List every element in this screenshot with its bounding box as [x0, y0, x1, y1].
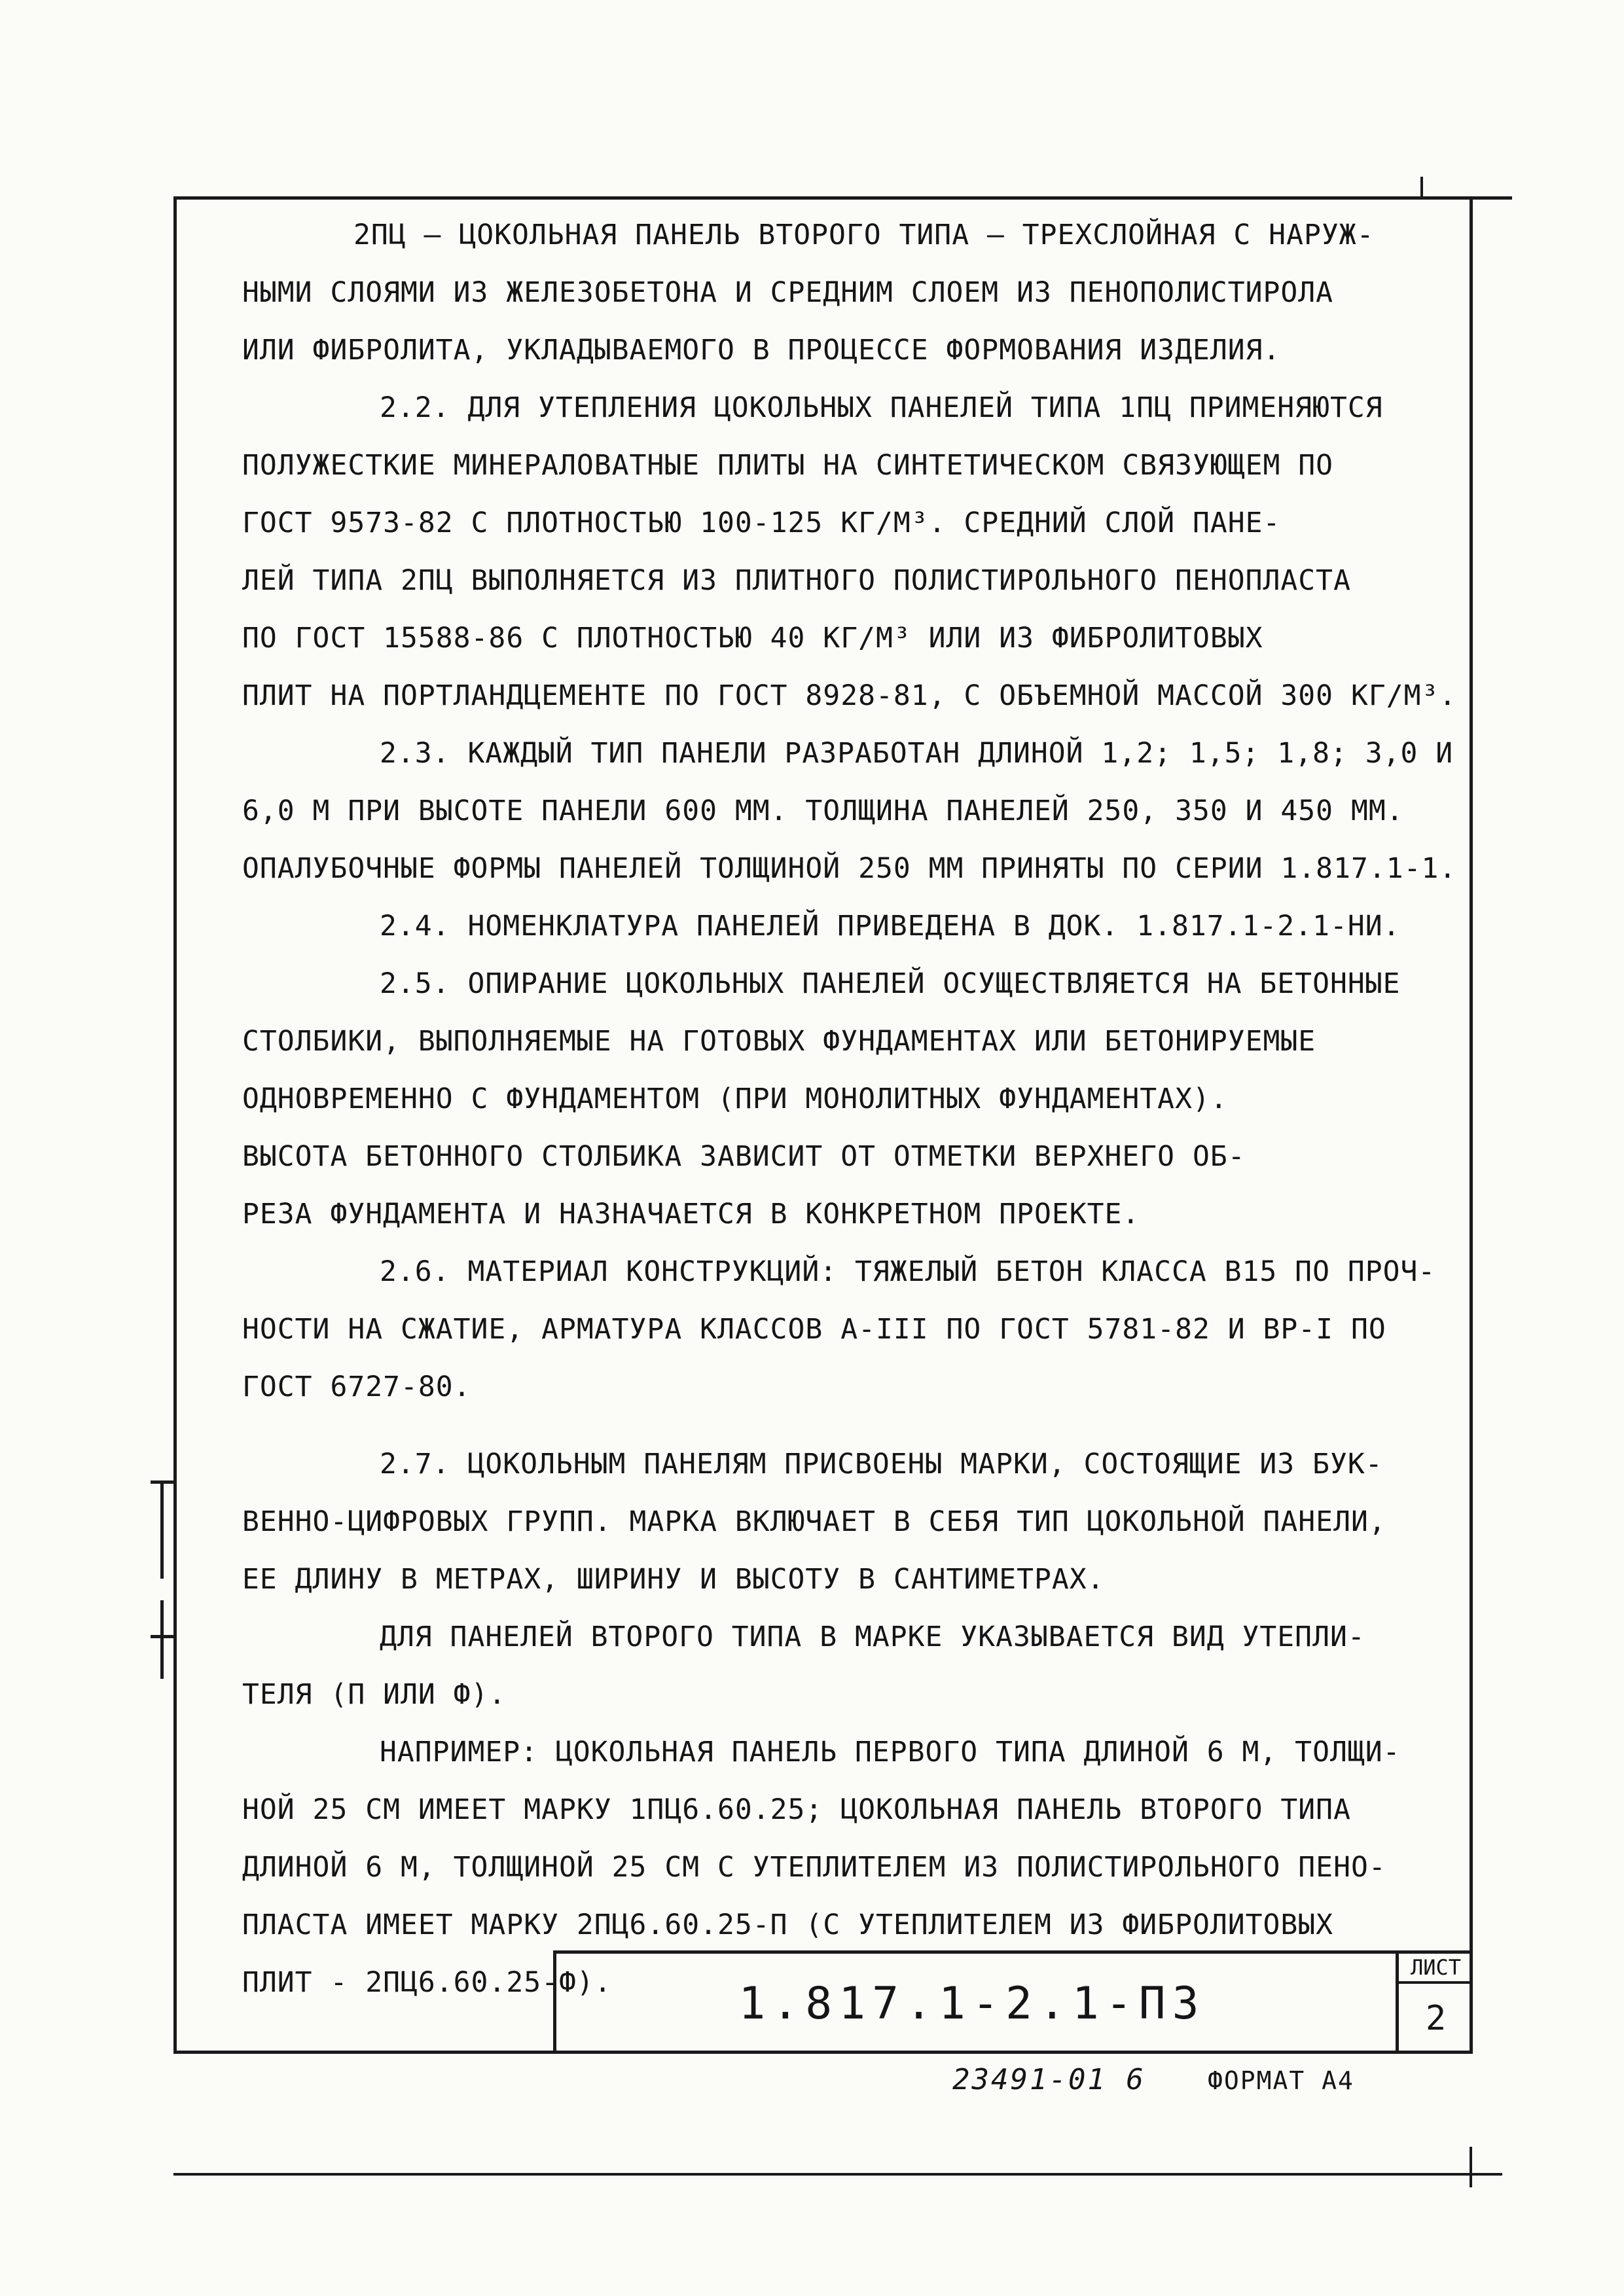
trim-line — [173, 2173, 1502, 2176]
text-line: ПЛИТ НА ПОРТЛАНДЦЕМЕНТЕ ПО ГОСТ 8928-81, С ОБЪЕМНОЙ МАССОЙ 300 КГ/М³. — [242, 679, 1457, 712]
text-line: ДЛЯ ПАНЕЛЕЙ ВТОРОГО ТИПА В МАРКЕ УКАЗЫВАЕТСЯ ВИД УТЕПЛИ- — [380, 1621, 1365, 1653]
binding-margin-tick — [151, 1635, 177, 1638]
text-line: ПО ГОСТ 15588-86 С ПЛОТНОСТЬЮ 40 КГ/М³ ИЛИ ИЗ ФИБРОЛИТОВЫХ — [242, 622, 1263, 655]
text-line: 2.5. ОПИРАНИЕ ЦОКОЛЬНЫХ ПАНЕЛЕЙ ОСУЩЕСТВЛЯЕТСЯ НА БЕТОННЫЕ — [380, 967, 1401, 1000]
text-line: НОЙ 25 СМ ИМЕЕТ МАРКУ 1ПЦ6.60.25; ЦОКОЛЬНАЯ ПАНЕЛЬ ВТОРОГО ТИПА — [242, 1793, 1351, 1826]
binding-margin-tick — [151, 1480, 177, 1484]
text-line: ИЛИ ФИБРОЛИТА, УКЛАДЫВАЕМОГО В ПРОЦЕССЕ ФОРМОВАНИЯ ИЗДЕЛИЯ. — [242, 334, 1281, 367]
text-line: РЕЗА ФУНДАМЕНТА И НАЗНАЧАЕТСЯ В КОНКРЕТНОМ ПРОЕКТЕ. — [242, 1198, 1140, 1230]
text-line: 2.4. НОМЕНКЛАТУРА ПАНЕЛЕЙ ПРИВЕДЕНА В ДОК. 1.817.1-2.1-НИ. — [380, 910, 1401, 942]
text-line: ОПАЛУБОЧНЫЕ ФОРМЫ ПАНЕЛЕЙ ТОЛЩИНОЙ 250 ММ ПРИНЯТЫ ПО СЕРИИ 1.817.1-1. — [242, 852, 1457, 885]
text-line: НЫМИ СЛОЯМИ ИЗ ЖЕЛЕЗОБЕТОНА И СРЕДНИМ СЛОЕМ ИЗ ПЕНОПОЛИСТИРОЛА — [242, 276, 1334, 309]
text-line: ЕЕ ДЛИНУ В МЕТРАХ, ШИРИНУ И ВЫСОТУ В САНТИМЕТРАХ. — [242, 1563, 1105, 1596]
text-line: ПЛАСТА ИМЕЕТ МАРКУ 2ПЦ6.60.25-П (С УТЕПЛИТЕЛЕМ ИЗ ФИБРОЛИТОВЫХ — [242, 1909, 1334, 1941]
text-line: ПЛИТ - 2ПЦ6.60.25-Ф). — [242, 1966, 612, 1999]
frame-top-tick — [1420, 177, 1423, 198]
inventory-number: 23491-01 6 — [952, 2063, 1146, 2096]
sheet-number: 2 — [1425, 1999, 1447, 2038]
text-line: 2.3. КАЖДЫЙ ТИП ПАНЕЛИ РАЗРАБОТАН ДЛИНОЙ 1,2; 1,5; 1,8; 3,0 И — [380, 737, 1454, 770]
text-line: 2.6. МАТЕРИАЛ КОНСТРУКЦИЙ: ТЯЖЕЛЫЙ БЕТОН КЛАССА В15 ПО ПРОЧ- — [380, 1255, 1436, 1288]
text-line: ВЕННО-ЦИФРОВЫХ ГРУПП. МАРКА ВКЛЮЧАЕТ В СЕБЯ ТИП ЦОКОЛЬНОЙ ПАНЕЛИ, — [242, 1505, 1386, 1538]
text-line: ВЫСОТА БЕТОННОГО СТОЛБИКА ЗАВИСИТ ОТ ОТМЕТКИ ВЕРХНЕГО ОБ- — [242, 1140, 1246, 1173]
text-line: ПОЛУЖЕСТКИЕ МИНЕРАЛОВАТНЫЕ ПЛИТЫ НА СИНТЕТИЧЕСКОМ СВЯЗУЮЩЕМ ПО — [242, 449, 1334, 482]
text-line: НАПРИМЕР: ЦОКОЛЬНАЯ ПАНЕЛЬ ПЕРВОГО ТИПА ДЛИНОЙ 6 М, ТОЛЩИ- — [380, 1736, 1401, 1768]
text-line: ДЛИНОЙ 6 М, ТОЛЩИНОЙ 25 СМ С УТЕПЛИТЕЛЕМ ИЗ ПОЛИСТИРОЛЬНОГО ПЕНО- — [242, 1851, 1386, 1884]
text-line: 2.2. ДЛЯ УТЕПЛЕНИЯ ЦОКОЛЬНЫХ ПАНЕЛЕЙ ТИПА 1ПЦ ПРИМЕНЯЮТСЯ — [380, 391, 1383, 424]
sheet-cell — [1396, 1954, 1473, 2054]
text-line: 2.7. ЦОКОЛЬНЫМ ПАНЕЛЯМ ПРИСВОЕНЫ МАРКИ, СОСТОЯЩИЕ ИЗ БУК- — [380, 1448, 1383, 1480]
binding-margin-line — [160, 1600, 164, 1679]
binding-margin-line — [160, 1480, 164, 1579]
text-line: 6,0 М ПРИ ВЫСОТЕ ПАНЕЛИ 600 ММ. ТОЛЩИНА ПАНЕЛЕЙ 250, 350 И 450 ММ. — [242, 795, 1404, 827]
document-code: 1.817.1-2.1-ПЗ — [738, 1978, 1206, 2030]
explanatory-note-text — [242, 206, 1457, 2011]
text-line: НОСТИ НА СЖАТИЕ, АРМАТУРА КЛАССОВ А-III ПО ГОСТ 5781-82 И ВР-I ПО — [242, 1313, 1386, 1346]
title-block — [553, 1950, 1473, 2054]
trim-tick — [1470, 2147, 1472, 2187]
text-line: 2ПЦ – ЦОКОЛЬНАЯ ПАНЕЛЬ ВТОРОГО ТИПА – ТРЕХСЛОЙНАЯ С НАРУЖ- — [353, 219, 1375, 251]
text-line: ОДНОВРЕМЕННО С ФУНДАМЕНТОМ (ПРИ МОНОЛИТНЫХ ФУНДАМЕНТАХ). — [242, 1083, 1228, 1115]
text-line: ГОСТ 9573-82 С ПЛОТНОСТЬЮ 100-125 КГ/М³. СРЕДНИЙ СЛОЙ ПАНЕ- — [242, 507, 1281, 539]
text-line: ЛЕЙ ТИПА 2ПЦ ВЫПОЛНЯЕТСЯ ИЗ ПЛИТНОГО ПОЛИСТИРОЛЬНОГО ПЕНОПЛАСТА — [242, 564, 1351, 597]
text-line: ТЕЛЯ (П ИЛИ Ф). — [242, 1678, 507, 1711]
text-line: ГОСТ 6727-80. — [242, 1371, 471, 1403]
format-label: ФОРМАТ А4 — [1208, 2066, 1354, 2095]
text-line: СТОЛБИКИ, ВЫПОЛНЯЕМЫЕ НА ГОТОВЫХ ФУНДАМЕНТАХ ИЛИ БЕТОНИРУЕМЫЕ — [242, 1025, 1316, 1058]
sheet-label: ЛИСТ — [1399, 1954, 1473, 1984]
frame-corner-mark — [1470, 196, 1512, 200]
